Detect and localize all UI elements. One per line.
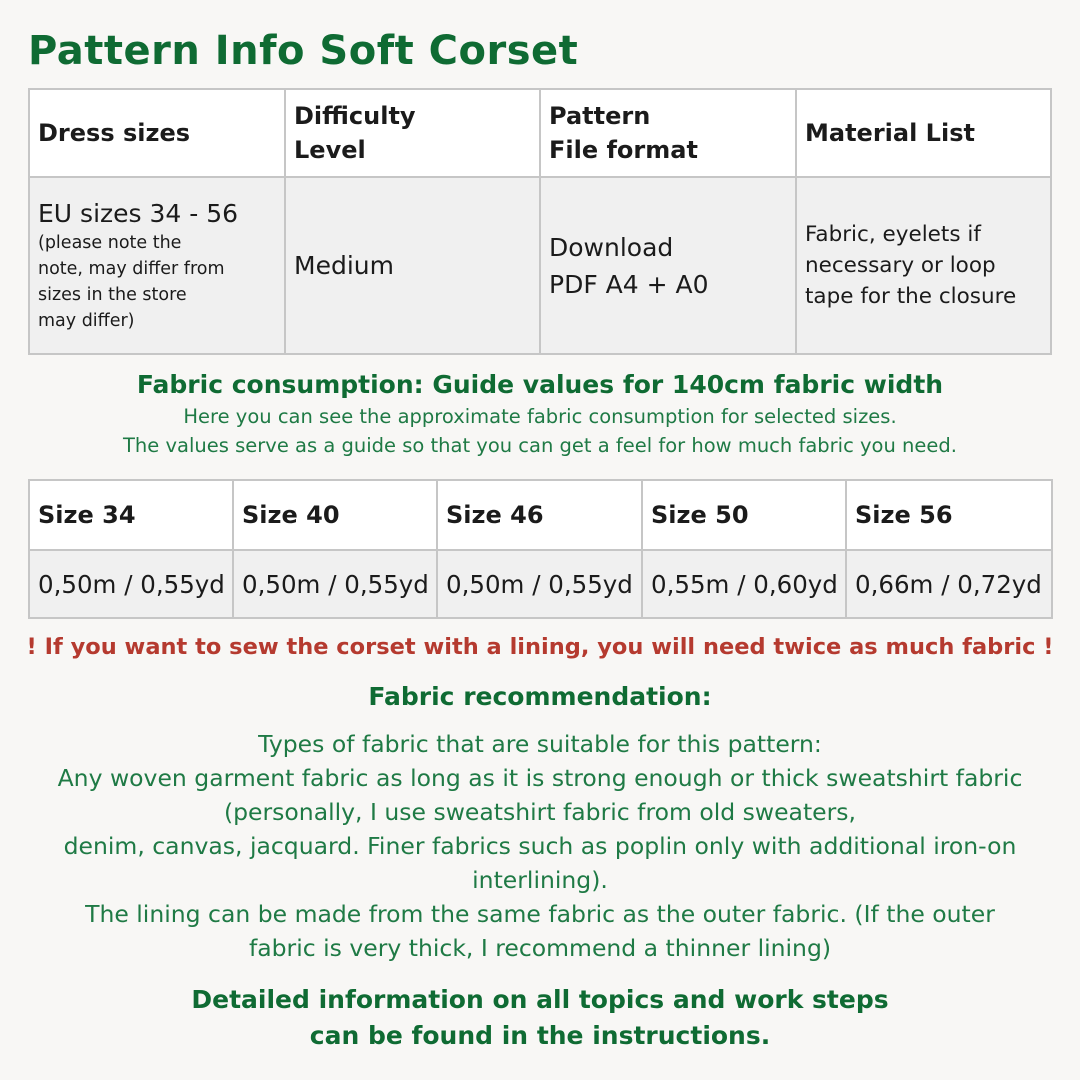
sizes-note-line: (please note the [38, 232, 182, 253]
size-value-cell: 0,50m / 0,55yd [233, 550, 437, 618]
size-value-cell: 0,50m / 0,55yd [437, 550, 642, 618]
fabric-consumption-table [28, 479, 1053, 619]
material-line: tape for the closure [805, 284, 1017, 309]
size-value-cell: 0,55m / 0,60yd [642, 550, 846, 618]
header-difficulty-label: Difficulty Level [294, 102, 416, 164]
size-header-cell: Size 34 [29, 480, 233, 550]
size-header-cell: Size 46 [437, 480, 642, 550]
header-file-format-label: Pattern File format [549, 102, 698, 164]
recommendation-line: Any woven garment fabric as long as it is strong enough or thick sweatshirt fabric [57, 764, 1023, 792]
cell-file-format [540, 177, 796, 354]
size-header-cell: Size 40 [233, 480, 437, 550]
size-header-row [29, 480, 1052, 550]
footer-note [0, 982, 1080, 1054]
size-header-cell: Size 50 [642, 480, 846, 550]
sizes-note [38, 230, 276, 334]
size-header-cell: Size 56 [846, 480, 1052, 550]
header-file-format [540, 89, 796, 177]
footer-line: can be found in the instructions. [309, 1021, 771, 1050]
fabric-recommendation-heading: Fabric recommendation: [368, 682, 712, 711]
fabric-consumption-subtitle: The values serve as a guide so that you can get a feel for how much fabric you need. [123, 434, 957, 457]
size-value-row [29, 550, 1052, 618]
cell-difficulty [285, 177, 540, 354]
fabric-consumption-heading: Fabric consumption: Guide values for 140cm fabric width [136, 370, 944, 399]
info-header-row [29, 89, 1051, 177]
cell-material-list [796, 177, 1051, 354]
sizes-note-line: sizes in the store [38, 284, 187, 305]
recommendation-line: fabric is very thick, I recommend a thinner lining) [248, 934, 832, 962]
pattern-info-table [28, 88, 1052, 355]
material-line: Fabric, eyelets if [805, 222, 981, 247]
lining-warning: ! If you want to sew the corset with a lining, you will need twice as much fabric ! [26, 634, 1054, 660]
header-material-list [796, 89, 1051, 177]
recommendation-line: (personally, I use sweatshirt fabric from old sweaters, [223, 798, 857, 826]
size-value-cell: 0,50m / 0,55yd [29, 550, 233, 618]
difficulty-value: Medium [294, 250, 394, 280]
fabric-consumption-subtitle: Here you can see the approximate fabric consumption for selected sizes. [183, 405, 897, 428]
header-dress-sizes-label: Dress sizes [38, 119, 191, 147]
material-line: necessary or loop [805, 253, 996, 278]
footer-line: Detailed information on all topics and work steps [191, 985, 889, 1014]
size-value-cell: 0,66m / 0,72yd [846, 550, 1052, 618]
sizes-main: EU sizes 34 - 56 [38, 198, 239, 228]
format-line: PDF A4 + A0 [549, 269, 709, 299]
header-material-list-label: Material List [805, 119, 975, 147]
info-value-row [29, 177, 1051, 354]
cell-dress-sizes [29, 177, 285, 354]
page-title: Pattern Info Soft Corset [28, 28, 579, 74]
header-dress-sizes [29, 89, 285, 177]
header-difficulty [285, 89, 540, 177]
sizes-note-line: note, may differ from [38, 258, 225, 279]
fabric-recommendation-body [0, 727, 1080, 965]
format-line: Download [549, 232, 674, 262]
recommendation-line: The lining can be made from the same fabric as the outer fabric. (If the outer [85, 900, 995, 928]
sizes-note-line: may differ) [38, 310, 135, 331]
recommendation-line: Types of fabric that are suitable for this pattern: [258, 730, 822, 758]
recommendation-line: interlining). [472, 866, 608, 894]
recommendation-line: denim, canvas, jacquard. Finer fabrics such as poplin only with additional iron-on [63, 832, 1017, 860]
